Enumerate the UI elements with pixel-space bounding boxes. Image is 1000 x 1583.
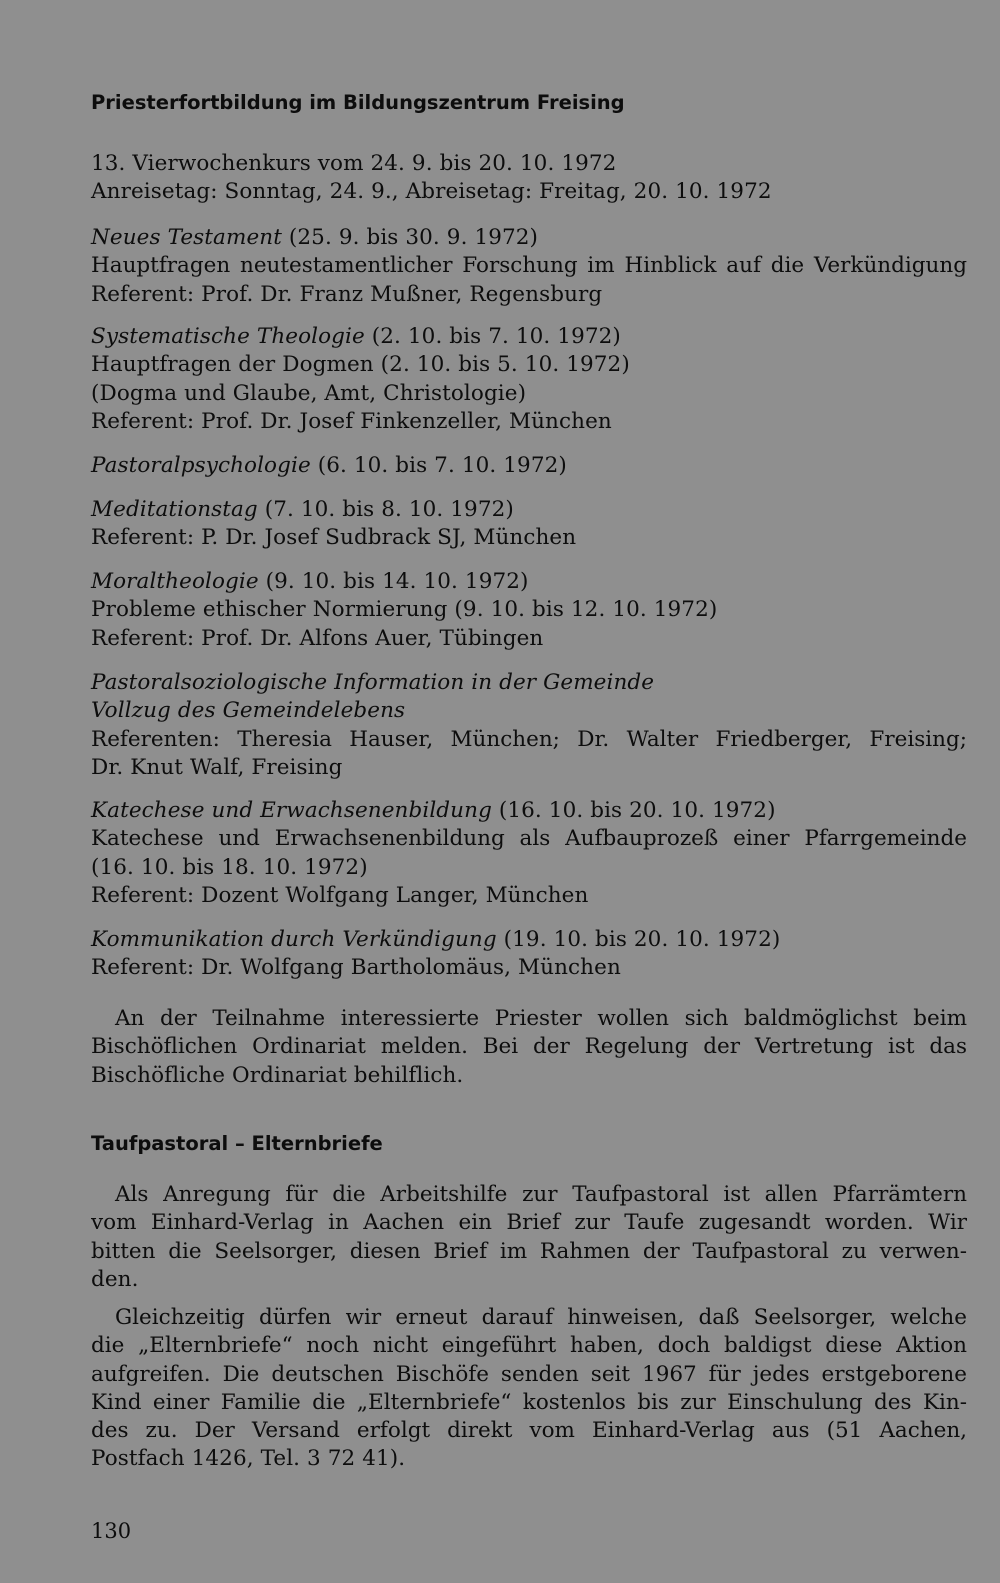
- para2-line-5: des zu. Der Versand erfolgt direkt vom Einhard-Verlag aus (51 Aachen,: [91, 1418, 967, 1444]
- pp-dates: (6. 10. bis 7. 10. 1972): [310, 453, 567, 478]
- para1-line-2: vom Einhard-Verlag in Aachen ein Brief zur Taufe zugesandt worden. Wir: [91, 1210, 967, 1236]
- taufpastoral-paragraph-1: [91, 1181, 967, 1294]
- ps-speakers-2: Dr. Knut Walf, Freising: [91, 754, 343, 780]
- kv-title-line: [91, 926, 967, 954]
- block-pastoralsoziologie: [91, 669, 967, 782]
- ps-title-2: Vollzug des Gemeindelebens: [91, 698, 406, 724]
- st-title: Systematische Theologie: [91, 324, 365, 349]
- section-heading-2: [91, 1130, 967, 1158]
- st-dates: (2. 10. bis 7. 10. 1972): [364, 324, 621, 349]
- travel-line: Anreisetag: Sonntag, 24. 9., Abreisetag: Freitag, 20. 10. 1972: [91, 179, 772, 205]
- para2-line-6: Postfach 1426, Tel. 3 72 41).: [91, 1446, 406, 1472]
- nt-title-line: [91, 224, 967, 252]
- ke-dates: (16. 10. bis 20. 10. 1972): [491, 798, 776, 823]
- st-title-line: [91, 323, 967, 351]
- kv-title: Kommunikation durch Verkündigung: [91, 927, 497, 952]
- taufpastoral-paragraph-2: [91, 1304, 967, 1474]
- pp-title: Pastoralpsychologie: [91, 453, 311, 478]
- ps-speakers-1: Referenten: Theresia Hauser, München; Dr. Walter Friedberger, Freising;: [91, 726, 967, 752]
- ke-title: Katechese und Erwachsenenbildung: [91, 798, 492, 823]
- ke-speaker: Referent: Dozent Wolfgang Langer, München: [91, 882, 589, 908]
- ke-topic-2: (16. 10. bis 18. 10. 1972): [91, 854, 368, 880]
- nt-dates: (25. 9. bis 30. 9. 1972): [281, 225, 539, 250]
- nt-topic: Hauptfragen neutestamentlicher Forschung im Hinblick auf die Verkündigung: [91, 253, 967, 279]
- block-katechese: [91, 797, 967, 910]
- ps-title-line-2: [91, 697, 967, 725]
- block-pastoralpsychologie: [91, 452, 967, 480]
- para1-line-3: bitten die Seelsorger, diesen Brief im Rahmen der Taufpastoral zu verwen-: [91, 1238, 967, 1264]
- course-info: [91, 150, 967, 207]
- ke-topic-1: Katechese und Erwachsenenbildung als Aufbauprozeß einer Pfarrgemeinde: [91, 826, 967, 852]
- nt-speaker: Referent: Prof. Dr. Franz Mußner, Regensburg: [91, 281, 603, 307]
- mt-topic: Probleme ethischer Normierung (9. 10. bis 12. 10. 1972): [91, 597, 718, 623]
- para2-line-1: Gleichzeitig dürfen wir erneut darauf hinweisen, daß Seelsorger, welche: [115, 1305, 967, 1330]
- page-number: 130: [91, 1519, 132, 1543]
- kv-speaker: Referent: Dr. Wolfgang Bartholomäus, München: [91, 955, 621, 981]
- note-line-2: Bischöflichen Ordinariat melden. Bei der Regelung der Vertretung ist das: [91, 1034, 967, 1060]
- ps-title-1: Pastoralsoziologische Information in der Gemeinde: [91, 670, 655, 695]
- mt-speaker: Referent: Prof. Dr. Alfons Auer, Tübingen: [91, 625, 544, 651]
- kv-dates: (19. 10. bis 20. 10. 1972): [496, 927, 781, 952]
- section-heading: [91, 89, 967, 117]
- med-dates: (7. 10. bis 8. 10. 1972): [257, 497, 514, 522]
- block-systematische-theologie: [91, 323, 967, 436]
- para2-line-3: aufgreifen. Die deutschen Bischöfe senden seit 1967 für jedes erstgeborene: [91, 1361, 967, 1387]
- heading-priesterfortbildung: Priesterfortbildung im Bildungszentrum Freising: [91, 91, 625, 114]
- st-topic: Hauptfragen der Dogmen (2. 10. bis 5. 10. 1972): [91, 352, 630, 378]
- para1-line-4: den.: [91, 1266, 139, 1292]
- para1-line-1: Als Anregung für die Arbeitshilfe zur Taufpastoral ist allen Pfarrämtern: [115, 1182, 967, 1207]
- note-line-1: An der Teilnahme interessierte Priester wollen sich baldmöglichst beim: [115, 1006, 967, 1031]
- mt-title-line: [91, 568, 967, 596]
- st-speaker: Referent: Prof. Dr. Josef Finkenzeller, München: [91, 408, 612, 434]
- nt-title: Neues Testament: [91, 225, 282, 250]
- course-line: 13. Vierwochenkurs vom 24. 9. bis 20. 10. 1972: [91, 151, 617, 176]
- block-moraltheologie: [91, 568, 967, 653]
- registration-note: [91, 1005, 967, 1090]
- mt-dates: (9. 10. bis 14. 10. 1972): [258, 569, 529, 594]
- block-neues-testament: [91, 224, 967, 309]
- mt-title: Moraltheologie: [91, 569, 259, 594]
- heading-taufpastoral: Taufpastoral – Elternbriefe: [91, 1132, 383, 1155]
- pp-title-line: [91, 452, 967, 480]
- ke-title-line: [91, 797, 967, 825]
- med-title: Meditationstag: [91, 497, 258, 522]
- para2-line-2: die „Elternbriefe“ noch nicht eingeführt haben, doch baldigst diese Aktion: [91, 1333, 967, 1359]
- note-line-3: Bischöfliche Ordinariat behilflich.: [91, 1062, 464, 1088]
- block-meditationstag: [91, 496, 967, 553]
- st-sub: (Dogma und Glaube, Amt, Christologie): [91, 380, 527, 406]
- med-speaker: Referent: P. Dr. Josef Sudbrack SJ, München: [91, 525, 577, 551]
- med-title-line: [91, 496, 967, 524]
- block-kommunikation: [91, 926, 967, 983]
- ps-title-line-1: [91, 669, 967, 697]
- para2-line-4: Kind einer Familie die „Elternbriefe“ kostenlos bis zur Einschulung des Kin-: [91, 1389, 967, 1415]
